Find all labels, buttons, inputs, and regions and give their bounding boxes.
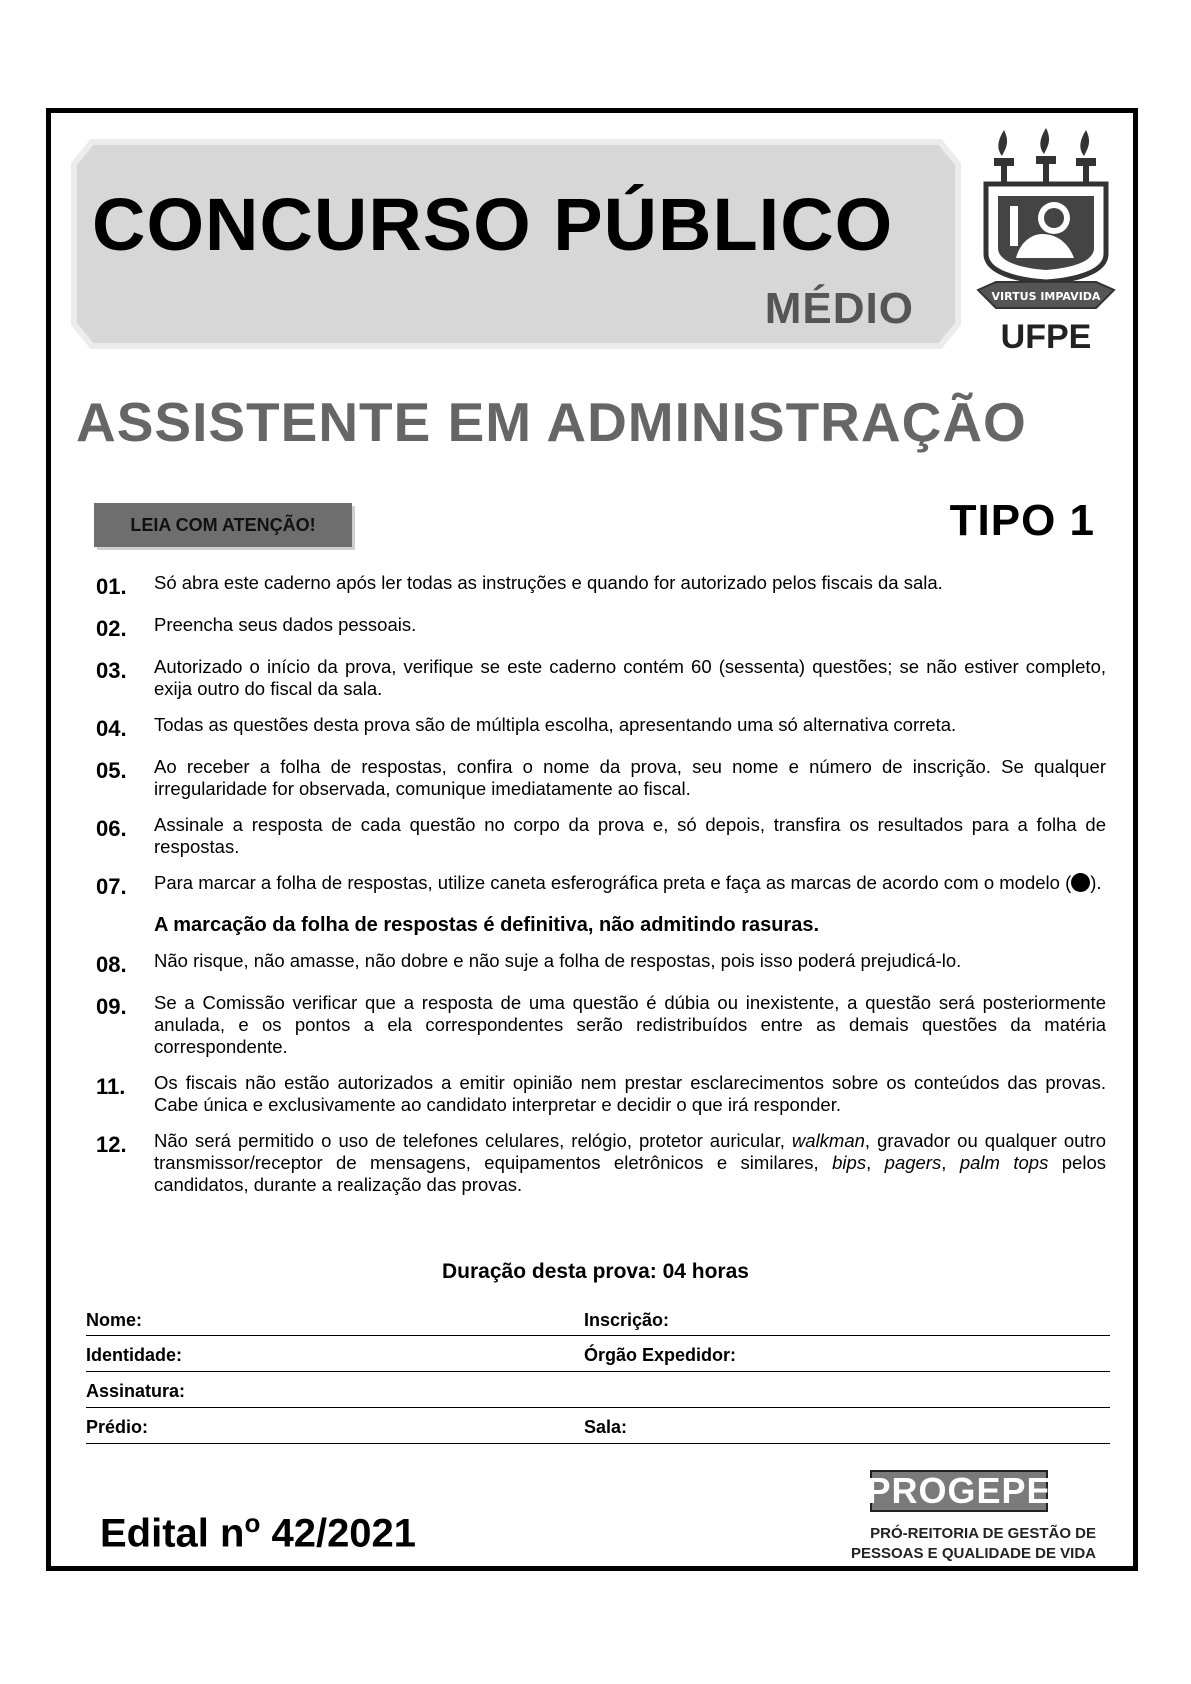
form-row (86, 1409, 1110, 1444)
instruction-text: Só abra este caderno após ler todas as instruções e quando for autorizado pelos fiscais da sala. (154, 572, 943, 593)
nome-field[interactable]: Nome: (86, 1310, 143, 1330)
identidade-field[interactable]: Identidade: (86, 1345, 183, 1365)
instruction-item (96, 1072, 1106, 1116)
instruction-item (96, 614, 1106, 642)
instruction-text: Preencha seus dados pessoais. (154, 614, 417, 635)
instruction-text-part: pelos candidatos, durante a realização das provas. (154, 1152, 1106, 1195)
logo-motto: VIRTUS IMPAVIDA (991, 290, 1101, 303)
logo-label: UFPE (1000, 318, 1092, 356)
form-row (86, 1302, 1110, 1336)
instruction-number: 06. (96, 816, 127, 841)
instruction-item (96, 756, 1106, 800)
attention-badge: LEIA COM ATENÇÃO! (94, 503, 352, 547)
title-banner (70, 138, 962, 350)
instruction-item (96, 656, 1106, 700)
instruction-number: 11. (96, 1074, 126, 1099)
instruction-item (96, 572, 1106, 600)
instruction-text (154, 1130, 1106, 1196)
edital-number (100, 1508, 416, 1556)
instruction-text-italic: bips (832, 1152, 867, 1173)
form-row (86, 1337, 1110, 1372)
form-row (86, 1373, 1110, 1408)
instruction-text: Autorizado o início da prova, verifique se este caderno contém 60 (sessenta) questões; se não estiver completo, exija outro do fiscal da sala. (154, 656, 1106, 699)
position-title: ASSISTENTE EM ADMINISTRAÇÃO (76, 391, 1027, 453)
instruction-item (96, 992, 1106, 1058)
instruction-number: 07. (96, 874, 127, 899)
progepe-line1: PRÓ-REITORIA DE GESTÃO DE (870, 1525, 1096, 1542)
instruction-text-italic: palm tops (959, 1152, 1049, 1173)
instruction-text-part: , gravador ou qualquer outro transmissor/receptor de mensagens, equipamentos eletrônicos e similares, (154, 1130, 1106, 1173)
instruction-note (96, 914, 1106, 936)
ufpe-emblem-icon (976, 122, 1116, 318)
instruction-text: Não risque, não amasse, não dobre e não suje a folha de respostas, pois isso poderá prejudicá-lo. (154, 950, 962, 971)
instruction-note-text: A marcação da folha de respostas é definitiva, não admitindo rasuras. (154, 914, 820, 936)
instruction-text-part: Para marcar a folha de respostas, utilize caneta esferográfica preta e faça as marcas de acordo com o modelo ( (154, 872, 1072, 893)
instruction-text: Se a Comissão verificar que a resposta de uma questão é dúbia ou inexistente, a questão será posteriormente anulada, e os pontos a ela correspondentes serão redistribuídos entre as demais questões da matéria correspondente. (154, 992, 1106, 1057)
progepe-line2: PESSOAS E QUALIDADE DE VIDA (850, 1545, 1096, 1562)
predio-field[interactable]: Prédio: (86, 1417, 149, 1437)
instruction-text: Os fiscais não estão autorizados a emitir opinião nem prestar esclarecimentos sobre os conteúdos das provas. Cabe única e exclusivamente ao candidato interpretar e decidir o que irá responder. (154, 1072, 1106, 1115)
instruction-number: 12. (96, 1132, 127, 1157)
instruction-item (96, 1130, 1106, 1196)
instruction-text: Assinale a resposta de cada questão no corpo da prova e, só depois, transfira os resultados para a folha de respostas. (154, 814, 1106, 857)
assinatura-field[interactable]: Assinatura: (86, 1381, 186, 1401)
instruction-number: 08. (96, 952, 127, 977)
instruction-text: Ao receber a folha de respostas, confira o nome da prova, seu nome e número de inscrição. Se qualquer irregularidade for observada, comunique imediatamente ao fiscal. (154, 756, 1106, 799)
instruction-text-part: , (941, 1152, 960, 1173)
instruction-text (154, 872, 1106, 900)
instruction-number: 03. (96, 658, 127, 683)
instruction-text: Todas as questões desta prova são de múltipla escolha, apresentando uma só alternativa correta. (154, 714, 957, 735)
edital-value: 42/2021 (260, 1511, 417, 1556)
instruction-number: 09. (96, 994, 127, 1019)
instruction-text-italic: walkman (791, 1130, 865, 1151)
exam-duration: Duração desta prova: 04 horas (442, 1260, 749, 1283)
instruction-text-part: ). (1090, 872, 1102, 893)
instruction-number: 01. (96, 574, 127, 599)
instruction-text-part: , (866, 1152, 885, 1173)
instruction-item (96, 814, 1106, 858)
instruction-item (96, 872, 1106, 900)
exam-type: TIPO 1 (949, 496, 1095, 545)
ufpe-logo (976, 122, 1116, 362)
instruction-number: 02. (96, 616, 127, 641)
exam-level: MÉDIO (764, 284, 914, 333)
instruction-number: 05. (96, 758, 127, 783)
instruction-item (96, 950, 1106, 978)
instruction-item (96, 714, 1106, 742)
edital-sup: o (244, 1508, 261, 1538)
progepe-subtitle (820, 1524, 1096, 1564)
filled-bubble-icon (1071, 873, 1090, 892)
instructions-list (96, 572, 1106, 1210)
inscricao-field[interactable]: Inscrição: (584, 1310, 670, 1330)
orgao-expedidor-field[interactable]: Órgão Expedidor: (584, 1345, 737, 1365)
instruction-text-part: Não será permitido o uso de telefones celulares, relógio, protetor auricular, (154, 1130, 792, 1151)
exam-title: CONCURSO PÚBLICO (92, 183, 894, 266)
candidate-form (86, 1302, 1110, 1445)
instruction-number: 04. (96, 716, 127, 741)
progepe-logo: PROGEPE (866, 1470, 1052, 1511)
sala-field[interactable]: Sala: (584, 1417, 628, 1437)
edital-prefix: Edital n (100, 1511, 245, 1556)
instruction-text-italic: pagers (884, 1152, 942, 1173)
